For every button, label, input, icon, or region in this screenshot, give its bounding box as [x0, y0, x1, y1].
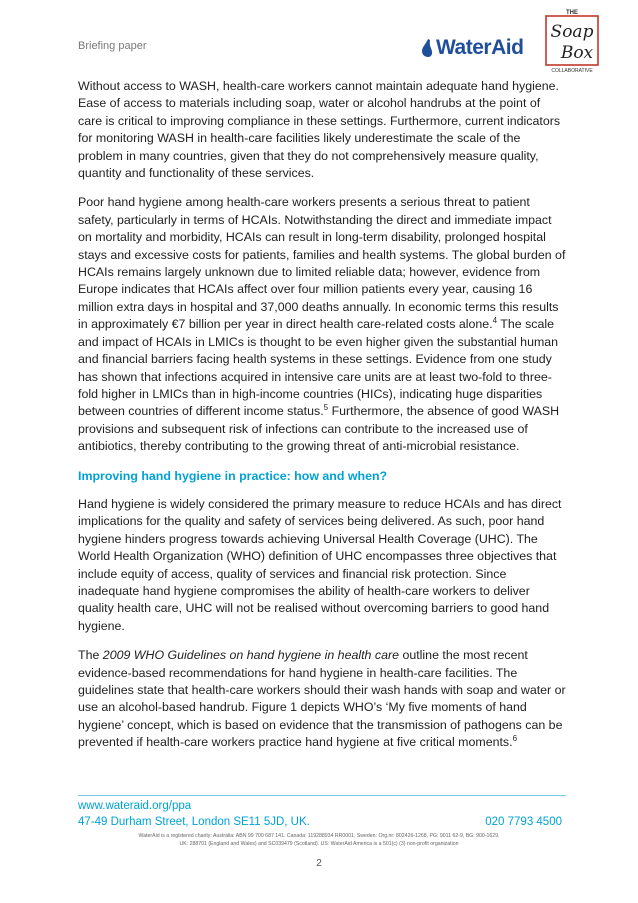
- guidelines-title: 2009 WHO Guidelines on hand hygiene in health care: [102, 648, 399, 663]
- soapbox-logo: [543, 6, 617, 74]
- main-content: [78, 78, 566, 764]
- paragraph-4-pre: The: [78, 648, 103, 663]
- footnote-ref-4: 4: [492, 316, 498, 326]
- paragraph-4: [78, 647, 566, 751]
- paragraph-1: Without access to WASH, health-care workers cannot maintain adequate hand hygiene. Ease of access to materials including soap, water or alcohol handrubs at the point of care is critical to improving compliance in these settings. Furthermore, current indicators for monitoring WASH in health-care facilities likely underestimate the scale of the problem in many countries, given that they do not comprehensively measure quality, quantity and functionality of these services.: [78, 79, 561, 181]
- footer-address: 47-49 Durham Street, London SE11 5JD, UK.: [78, 816, 310, 828]
- footer-divider: [78, 795, 566, 796]
- header-label: Briefing paper: [78, 40, 147, 52]
- footer-url[interactable]: www.wateraid.org/ppa: [78, 800, 192, 812]
- footer-legal-line-1: WaterAid is a registered charity: Australia: ABN 99 700 687 141. Canada: 119288934 RR0001. Sweden: Org.nr: 802426-1268, PG: 9011 62-9, BG: 900-1629.: [138, 833, 500, 839]
- paragraph-2-part-a: Poor hand hygiene among health-care workers presents a serious threat to patient safety, particularly in terms of HCAIs. Notwithstanding the direct and immediate impact on mortality and morbidity, HCAIs can result in long-term disability, prolonged hospital stays and excessive costs for patients, families and health systems. The global burden of HCAIs remains largely unknown due to limited reliable data; however, evidence from Europe indicates that HCAIs affect over four million patients every year, causing 16 million extra days in hospital and 37,000 deaths annually. In economic terms this results in approximately €7 billion per year in direct health care-related costs alone.: [78, 195, 566, 332]
- page-number: 2: [316, 858, 322, 869]
- footnote-ref-6: 6: [512, 734, 518, 744]
- wateraid-logo-text: WaterAid: [436, 36, 524, 59]
- section-heading: Improving hand hygiene in practice: how and when?: [78, 468, 388, 483]
- paragraph-2: [78, 194, 566, 455]
- footnote-ref-5: 5: [323, 403, 329, 413]
- wateraid-logo: [420, 36, 523, 60]
- soapbox-logo-box: Box: [560, 43, 594, 63]
- soapbox-logo-the: THE: [566, 10, 578, 16]
- footer-legal-text: [100, 832, 538, 848]
- paragraph-3: Hand hygiene is widely considered the primary measure to reduce HCAIs and has direct implications for the quality and safety of services being delivered. As such, poor hand hygiene hinders progress towards achieving Universal Health Coverage (UHC). The World Health Organization (WHO) definition of UHC encompasses three objectives that include equity of access, quality of services and financial risk protection. Since inadequate hand hygiene compromises the ability of health-care workers to deliver quality health care, UHC will not be realised without overcoming barriers to good hand hygiene.: [78, 496, 562, 633]
- paragraph-2-part-b: The scale and impact of HCAIs in LMICs is thought to be even higher given the substantial human and financial barriers facing health systems in these settings. Evidence from one study has shown that infections acquired in intensive care units are at least two-fold to three-fold higher in LMICs than in high-income countries (HICs), indicating huge disparities between countries of different income status.: [78, 317, 559, 419]
- soapbox-logo-soap: Soap: [550, 22, 594, 42]
- paragraph-4-post: outline the most recent evidence-based recommendations for hand hygiene in health-care facilities. The guidelines state that health-care workers should their wash hands with soap and water or use an alcohol-based handrub. Figure 1 depicts WHO’s ‘My five moments of hand hygiene’ concept, which is based on evidence that the transmission of pathogens can be prevented if health-care workers practice hand hygiene at five critical moments.: [78, 648, 566, 750]
- water-drop-icon: [420, 38, 434, 58]
- footer-phone: 020 7793 4500: [485, 816, 562, 828]
- footer-legal-line-2: UK: 288701 (England and Wales) and SC039479 (Scotland). US: WaterAid America is a 501(c) (3) non-profit organization: [179, 841, 459, 847]
- paragraph-2-part-c: Furthermore, the absence of good WASH provisions and subsequent risk of infections can contribute to the increased use of antibiotics, thereby contributing to the growing threat of anti-microbial resistance.: [78, 404, 560, 454]
- soapbox-logo-collaborative: COLLABORATIVE: [551, 68, 593, 74]
